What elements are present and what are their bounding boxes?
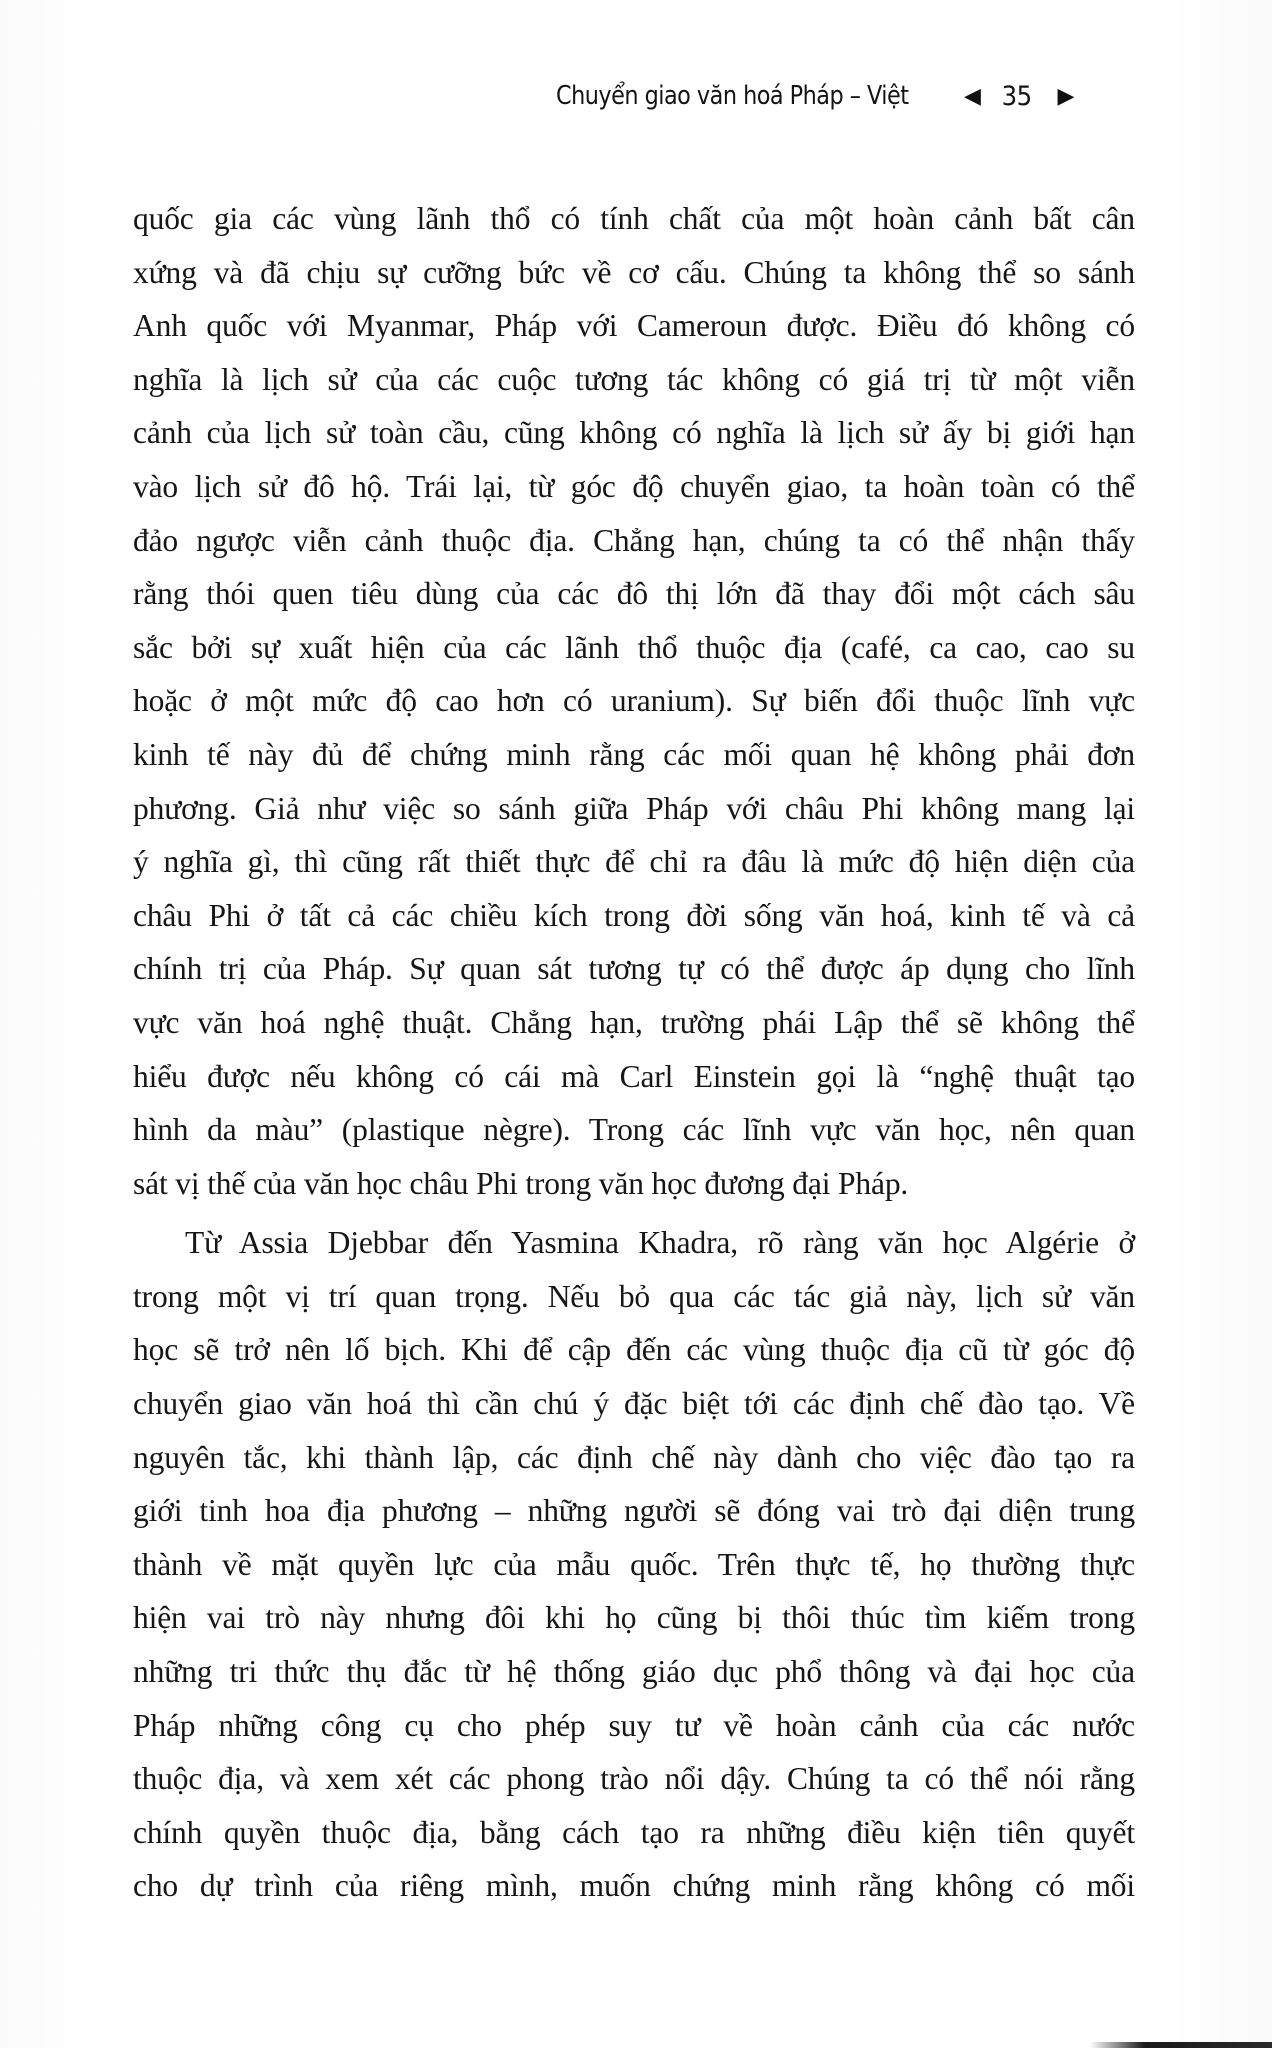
running-header [556,74,1074,118]
text-line: thuộc địa, và xem xét các phong trào nổi dậy. Chúng ta có thể nói rằng [133,1761,1135,1797]
text-line: thành về mặt quyền lực của mẫu quốc. Trên thực tế, họ thường thực [133,1546,1135,1582]
text-line: hiểu được nếu không có cái mà Carl Einstein gọi là “nghệ thuật tạo [133,1058,1135,1094]
text-line: kinh tế này đủ để chứng minh rằng các mối quan hệ không phải đơn [133,736,1135,772]
text-line: cho dự trình của riêng mình, muốn chứng minh rằng không có mối [133,1868,1135,1904]
text-line: quốc gia các vùng lãnh thổ có tính chất của một hoàn cảnh bất cân [133,201,1135,236]
text-line: hiện vai trò này nhưng đôi khi họ cũng bị thôi thúc tìm kiếm trong [133,1600,1135,1636]
text-line: cảnh của lịch sử toàn cầu, cũng không có nghĩa là lịch sử ấy bị giới hạn [133,415,1135,451]
text-line: đảo ngược viễn cảnh thuộc địa. Chẳng hạn, chúng ta có thể nhận thấy [133,522,1135,558]
body-text [133,192,1135,1913]
text-line: chính quyền thuộc địa, bằng cách tạo ra những điều kiện tiên quyết [133,1814,1135,1850]
text-line: vực văn hoá nghệ thuật. Chẳng hạn, trường phái Lập thể sẽ không thể [133,1004,1135,1040]
text-line: vào lịch sử đô hộ. Trái lại, từ góc độ chuyển giao, ta hoàn toàn có thể [133,468,1135,504]
text-line: chuyển giao văn hoá thì cần chú ý đặc biệt tới các định chế đào tạo. Về [133,1386,1135,1422]
text-line: phương. Giả như việc so sánh giữa Pháp với châu Phi không mang lại [133,790,1135,826]
text-line: nghĩa là lịch sử của các cuộc tương tác không có giá trị từ một viễn [133,361,1135,397]
text-line: châu Phi ở tất cả các chiều kích trong đời sống văn hoá, kinh tế và cả [133,897,1135,933]
text-line: Pháp những công cụ cho phép suy tư về hoàn cảnh của các nước [133,1707,1135,1743]
triangle-left-icon: ◀ [964,83,981,109]
paragraph-1 [133,192,1135,1210]
text-line: giới tinh hoa địa phương – những người sẽ đóng vai trò đại diện trung [133,1493,1135,1529]
text-line: những tri thức thụ đắc từ hệ thống giáo dục phổ thông và đại học của [133,1654,1135,1690]
text-line: ý nghĩa gì, thì cũng rất thiết thực để chỉ ra đâu là mức độ hiện diện của [133,844,1135,880]
text-line: sát vị thế của văn học châu Phi trong văn học đương đại Pháp. [133,1165,909,1201]
text-line: hoặc ở một mức độ cao hơn có uranium). Sự biến đổi thuộc lĩnh vực [133,683,1135,719]
text-line: nguyên tắc, khi thành lập, các định chế này dành cho việc đào tạo ra [133,1439,1135,1475]
page-number: 35 [1001,80,1032,112]
text-line: sắc bởi sự xuất hiện của các lãnh thổ thuộc địa (café, ca cao, cao su [133,629,1135,665]
text-line: Anh quốc với Myanmar, Pháp với Cameroun được. Điều đó không có [133,308,1135,344]
paragraph-2 [133,1216,1135,1913]
text-line: rằng thói quen tiêu dùng của các đô thị lớn đã thay đổi một cách sâu [133,576,1135,612]
running-title: Chuyển giao văn hoá Pháp – Việt [556,81,909,111]
text-line: học sẽ trở nên lố bịch. Khi để cập đến các vùng thuộc địa cũ từ góc độ [133,1332,1135,1368]
text-line: Từ Assia Djebbar đến Yasmina Khadra, rõ ràng văn học Algérie ở [185,1225,1135,1261]
text-line: chính trị của Pháp. Sự quan sát tương tự có thể được áp dụng cho lĩnh [133,951,1135,987]
page-edge-shadow [1090,2042,1272,2048]
text-line: xứng và đã chịu sự cưỡng bức về cơ cấu. Chúng ta không thể so sánh [133,254,1135,290]
text-line: trong một vị trí quan trọng. Nếu bỏ qua các tác giả này, lịch sử văn [133,1278,1135,1314]
text-line: hình da màu” (plastique nègre). Trong các lĩnh vực văn học, nên quan [133,1112,1135,1148]
triangle-right-icon: ▶ [1057,83,1074,109]
